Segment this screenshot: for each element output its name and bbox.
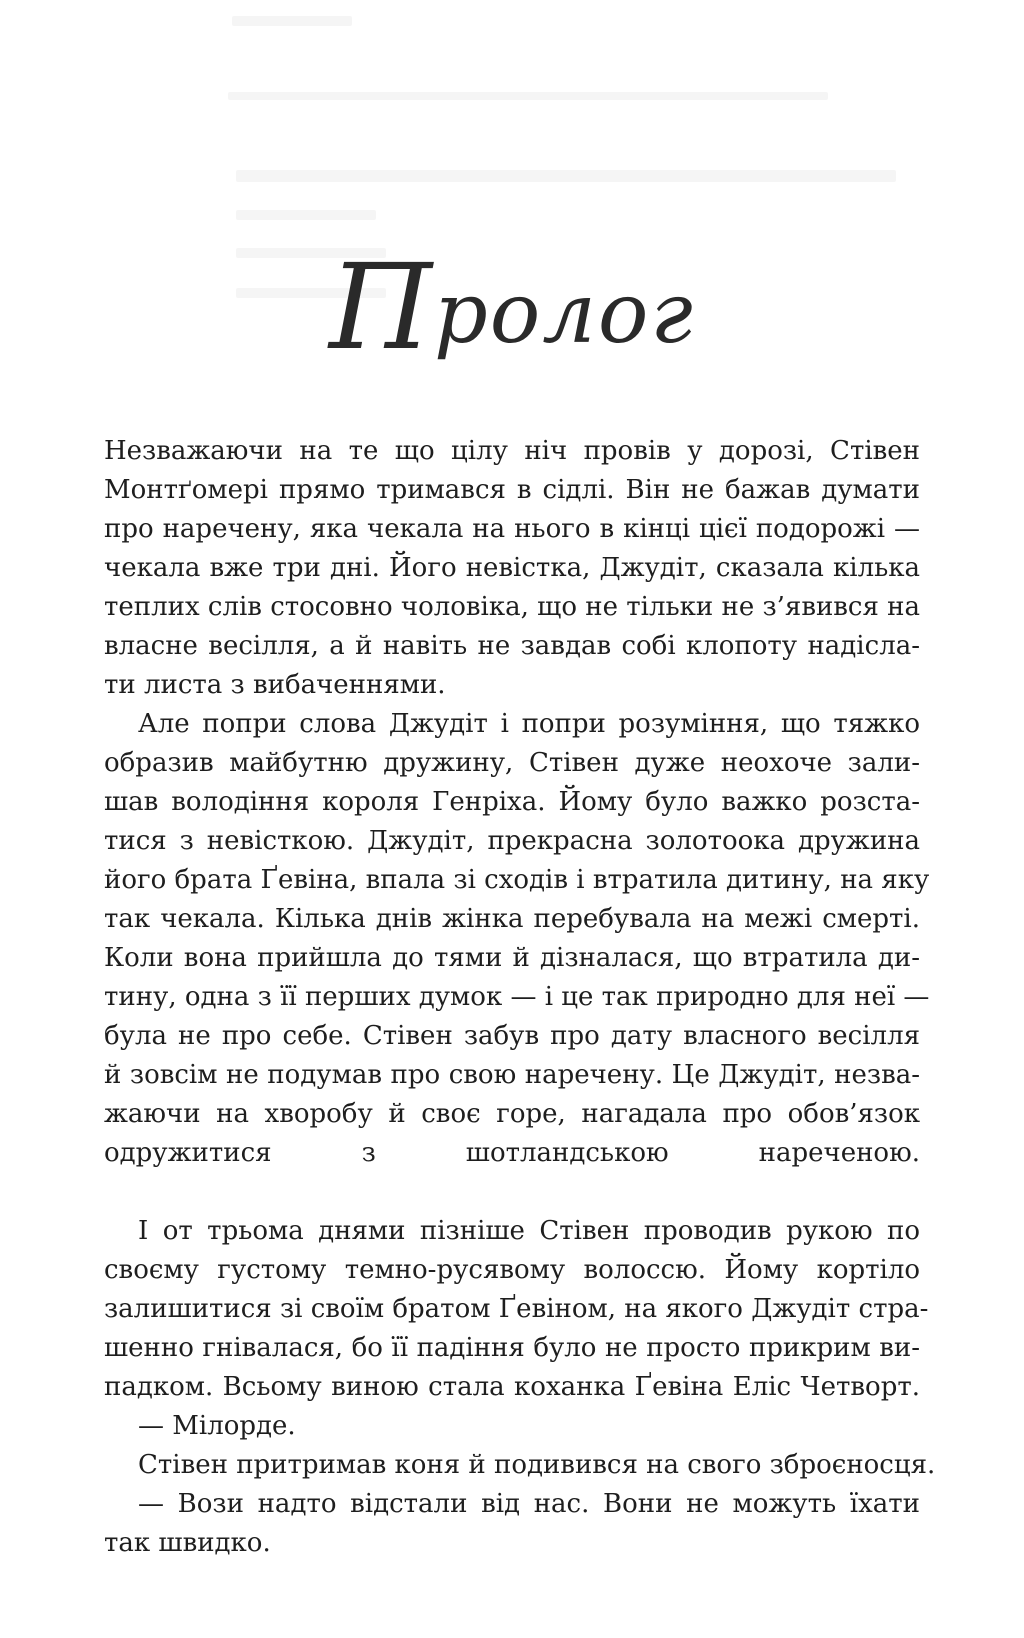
text-line: його брата Ґевіна, впала зі сходів і втратила дитину, на яку xyxy=(104,865,930,895)
bleed-through-mark xyxy=(236,170,896,182)
bleed-through-mark xyxy=(232,16,352,26)
text-line: — Мілорде. xyxy=(138,1411,296,1441)
text-line: про наречену, яка чекала на нього в кінці цієї подорожі — xyxy=(104,514,920,544)
bleed-through-mark xyxy=(228,92,828,100)
text-line: жаючи на хворобу й своє горе, нагадала про обов’язок xyxy=(104,1099,920,1129)
text-line: Монтґомері прямо тримався в сідлі. Він не бажав думати xyxy=(104,475,920,505)
chapter-body xyxy=(104,432,936,1563)
text-line xyxy=(104,1173,920,1212)
text-line: теплих слів стосовно чоловіка, що не тільки не з’явився на xyxy=(104,592,920,622)
paragraph xyxy=(104,1446,936,1485)
chapter-title xyxy=(0,238,1024,376)
bleed-through-mark xyxy=(236,210,376,220)
text-line: ти листа з вибаченнями. xyxy=(104,670,446,700)
text-line: чекала вже три дні. Його невістка, Джудіт, сказала кілька xyxy=(104,553,920,583)
text-line: була не про себе. Стівен забув про дату власного весілля xyxy=(104,1021,920,1051)
text-line: так чекала. Кілька днів жінка перебувала на межі смерті. xyxy=(104,904,920,934)
text-line: шенно гнівалася, бо її падіння було не просто прикрим ви- xyxy=(104,1333,920,1363)
text-line: залишитися зі своїм братом Ґевіном, на якого Джудіт стра- xyxy=(104,1294,929,1324)
text-line: — Вози надто відстали від нас. Вони не можуть їхати xyxy=(138,1489,920,1519)
text-line: Стівен притримав коня й подивився на свого зброєносця. xyxy=(138,1450,936,1480)
chapter-title-initial: П xyxy=(329,238,435,376)
text-line: падком. Всьому виною стала коханка Ґевіна Еліс Четворт. xyxy=(104,1372,920,1402)
paragraph xyxy=(104,705,930,1212)
text-line: Але попри слова Джудіт і попри розуміння, що тяжко xyxy=(138,709,920,739)
text-line: Незважаючи на те що цілу ніч провів у дорозі, Стівен xyxy=(104,436,920,466)
text-line: І от трьома днями пізніше Стівен проводив рукою по xyxy=(138,1216,920,1246)
paragraph xyxy=(104,432,920,705)
text-line: тину, одна з її перших думок — і це так природно для неї — xyxy=(104,982,930,1012)
paragraph xyxy=(104,1407,920,1446)
text-line: власне весілля, а й навіть не завдав собі клопоту надісла- xyxy=(104,631,920,661)
text-line: тися з невісткою. Джудіт, прекрасна золотоока дружина xyxy=(104,826,920,856)
text-line: образив майбутню дружину, Стівен дуже неохоче зали- xyxy=(104,748,920,778)
text-line: й зовсім не подумав про свою наречену. Це Джудіт, незва- xyxy=(104,1060,920,1090)
paragraph xyxy=(104,1485,920,1563)
text-line: Коли вона прийшла до тями й дізналася, що втратила ди- xyxy=(104,943,920,973)
text-line: шав володіння короля Генріха. Йому було важко розста- xyxy=(104,787,920,817)
text-line: так швидко. xyxy=(104,1528,271,1558)
text-line: одружитися з шотландською нареченою. xyxy=(104,1138,920,1168)
text-line: своєму густому темно-русявому волоссю. Йому кортіло xyxy=(104,1255,920,1285)
chapter-title-rest: ролог xyxy=(434,264,695,362)
paragraph xyxy=(104,1212,929,1407)
